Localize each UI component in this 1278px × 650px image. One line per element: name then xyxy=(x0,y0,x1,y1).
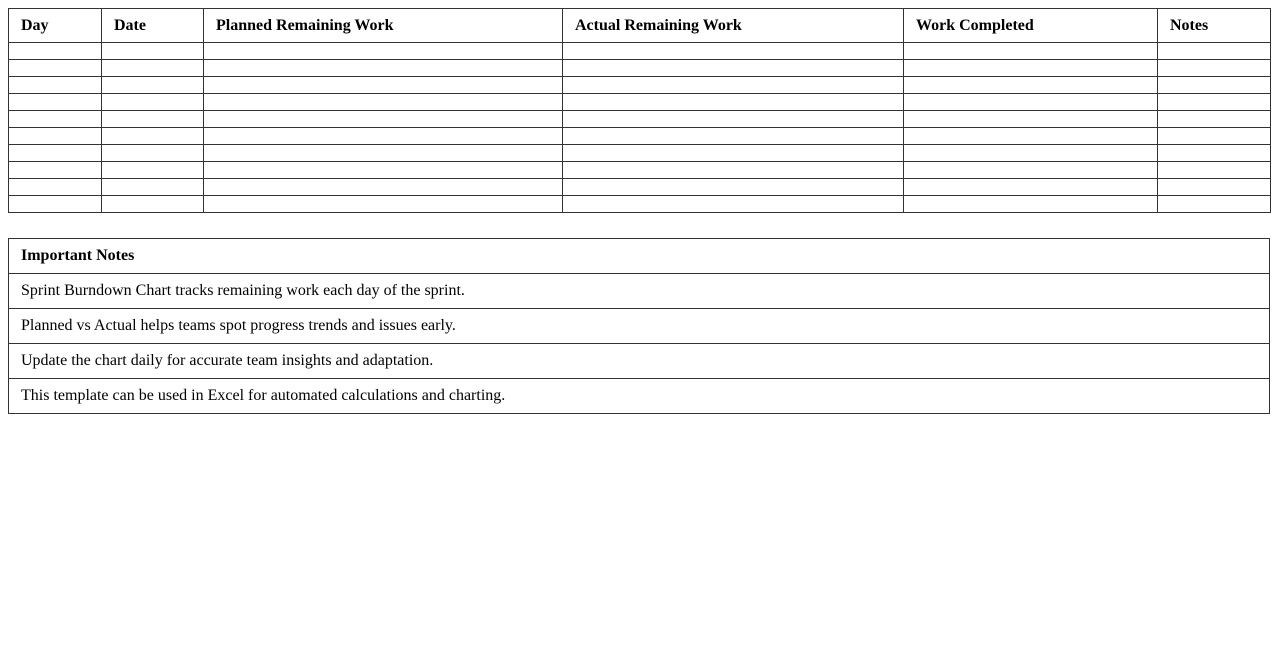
cell-day[interactable] xyxy=(9,162,102,179)
table-row xyxy=(9,94,1271,111)
cell-work-completed[interactable] xyxy=(904,60,1158,77)
table-row xyxy=(9,111,1271,128)
cell-day[interactable] xyxy=(9,94,102,111)
cell-work-completed[interactable] xyxy=(904,162,1158,179)
cell-actual-remaining-work[interactable] xyxy=(563,128,904,145)
notes-title: Important Notes xyxy=(9,239,1270,274)
cell-notes[interactable] xyxy=(1158,43,1271,60)
table-row xyxy=(9,179,1271,196)
table-row xyxy=(9,145,1271,162)
note-row xyxy=(9,379,1270,414)
cell-planned-remaining-work[interactable] xyxy=(204,162,563,179)
header-work-completed: Work Completed xyxy=(904,9,1158,43)
cell-planned-remaining-work[interactable] xyxy=(204,77,563,94)
cell-work-completed[interactable] xyxy=(904,179,1158,196)
cell-actual-remaining-work[interactable] xyxy=(563,60,904,77)
cell-actual-remaining-work[interactable] xyxy=(563,77,904,94)
cell-actual-remaining-work[interactable] xyxy=(563,111,904,128)
cell-date[interactable] xyxy=(102,77,204,94)
cell-work-completed[interactable] xyxy=(904,128,1158,145)
cell-planned-remaining-work[interactable] xyxy=(204,94,563,111)
cell-notes[interactable] xyxy=(1158,128,1271,145)
cell-notes[interactable] xyxy=(1158,77,1271,94)
cell-actual-remaining-work[interactable] xyxy=(563,162,904,179)
cell-date[interactable] xyxy=(102,111,204,128)
cell-date[interactable] xyxy=(102,94,204,111)
cell-day[interactable] xyxy=(9,111,102,128)
cell-work-completed[interactable] xyxy=(904,111,1158,128)
cell-date[interactable] xyxy=(102,128,204,145)
header-actual-remaining-work: Actual Remaining Work xyxy=(563,9,904,43)
cell-notes[interactable] xyxy=(1158,196,1271,213)
cell-date[interactable] xyxy=(102,196,204,213)
header-planned-remaining-work: Planned Remaining Work xyxy=(204,9,563,43)
note-item: Planned vs Actual helps teams spot progress trends and issues early. xyxy=(9,309,1270,344)
table-row xyxy=(9,43,1271,60)
note-item: Sprint Burndown Chart tracks remaining work each day of the sprint. xyxy=(9,274,1270,309)
note-item: Update the chart daily for accurate team insights and adaptation. xyxy=(9,344,1270,379)
note-item: This template can be used in Excel for automated calculations and charting. xyxy=(9,379,1270,414)
cell-day[interactable] xyxy=(9,179,102,196)
table-row xyxy=(9,128,1271,145)
cell-work-completed[interactable] xyxy=(904,145,1158,162)
cell-notes[interactable] xyxy=(1158,60,1271,77)
header-date: Date xyxy=(102,9,204,43)
cell-actual-remaining-work[interactable] xyxy=(563,196,904,213)
cell-date[interactable] xyxy=(102,145,204,162)
cell-date[interactable] xyxy=(102,60,204,77)
cell-date[interactable] xyxy=(102,179,204,196)
cell-work-completed[interactable] xyxy=(904,77,1158,94)
cell-notes[interactable] xyxy=(1158,111,1271,128)
cell-day[interactable] xyxy=(9,145,102,162)
header-notes: Notes xyxy=(1158,9,1271,43)
cell-notes[interactable] xyxy=(1158,145,1271,162)
cell-date[interactable] xyxy=(102,43,204,60)
cell-actual-remaining-work[interactable] xyxy=(563,145,904,162)
burndown-tracker-table xyxy=(8,8,1271,213)
cell-notes[interactable] xyxy=(1158,179,1271,196)
cell-day[interactable] xyxy=(9,77,102,94)
cell-work-completed[interactable] xyxy=(904,94,1158,111)
table-row xyxy=(9,60,1271,77)
cell-actual-remaining-work[interactable] xyxy=(563,43,904,60)
cell-planned-remaining-work[interactable] xyxy=(204,60,563,77)
cell-day[interactable] xyxy=(9,128,102,145)
cell-work-completed[interactable] xyxy=(904,196,1158,213)
cell-planned-remaining-work[interactable] xyxy=(204,43,563,60)
cell-notes[interactable] xyxy=(1158,94,1271,111)
cell-planned-remaining-work[interactable] xyxy=(204,111,563,128)
cell-actual-remaining-work[interactable] xyxy=(563,179,904,196)
cell-day[interactable] xyxy=(9,43,102,60)
table-row xyxy=(9,162,1271,179)
table-row xyxy=(9,77,1271,94)
cell-day[interactable] xyxy=(9,196,102,213)
cell-planned-remaining-work[interactable] xyxy=(204,145,563,162)
cell-planned-remaining-work[interactable] xyxy=(204,179,563,196)
cell-planned-remaining-work[interactable] xyxy=(204,196,563,213)
note-row xyxy=(9,274,1270,309)
notes-header-row xyxy=(9,239,1270,274)
tracker-body xyxy=(9,43,1271,213)
table-header-row xyxy=(9,9,1271,43)
important-notes-table xyxy=(8,238,1270,414)
cell-planned-remaining-work[interactable] xyxy=(204,128,563,145)
note-row xyxy=(9,344,1270,379)
cell-day[interactable] xyxy=(9,60,102,77)
cell-work-completed[interactable] xyxy=(904,43,1158,60)
header-day: Day xyxy=(9,9,102,43)
cell-notes[interactable] xyxy=(1158,162,1271,179)
note-row xyxy=(9,309,1270,344)
table-row xyxy=(9,196,1271,213)
cell-actual-remaining-work[interactable] xyxy=(563,94,904,111)
cell-date[interactable] xyxy=(102,162,204,179)
